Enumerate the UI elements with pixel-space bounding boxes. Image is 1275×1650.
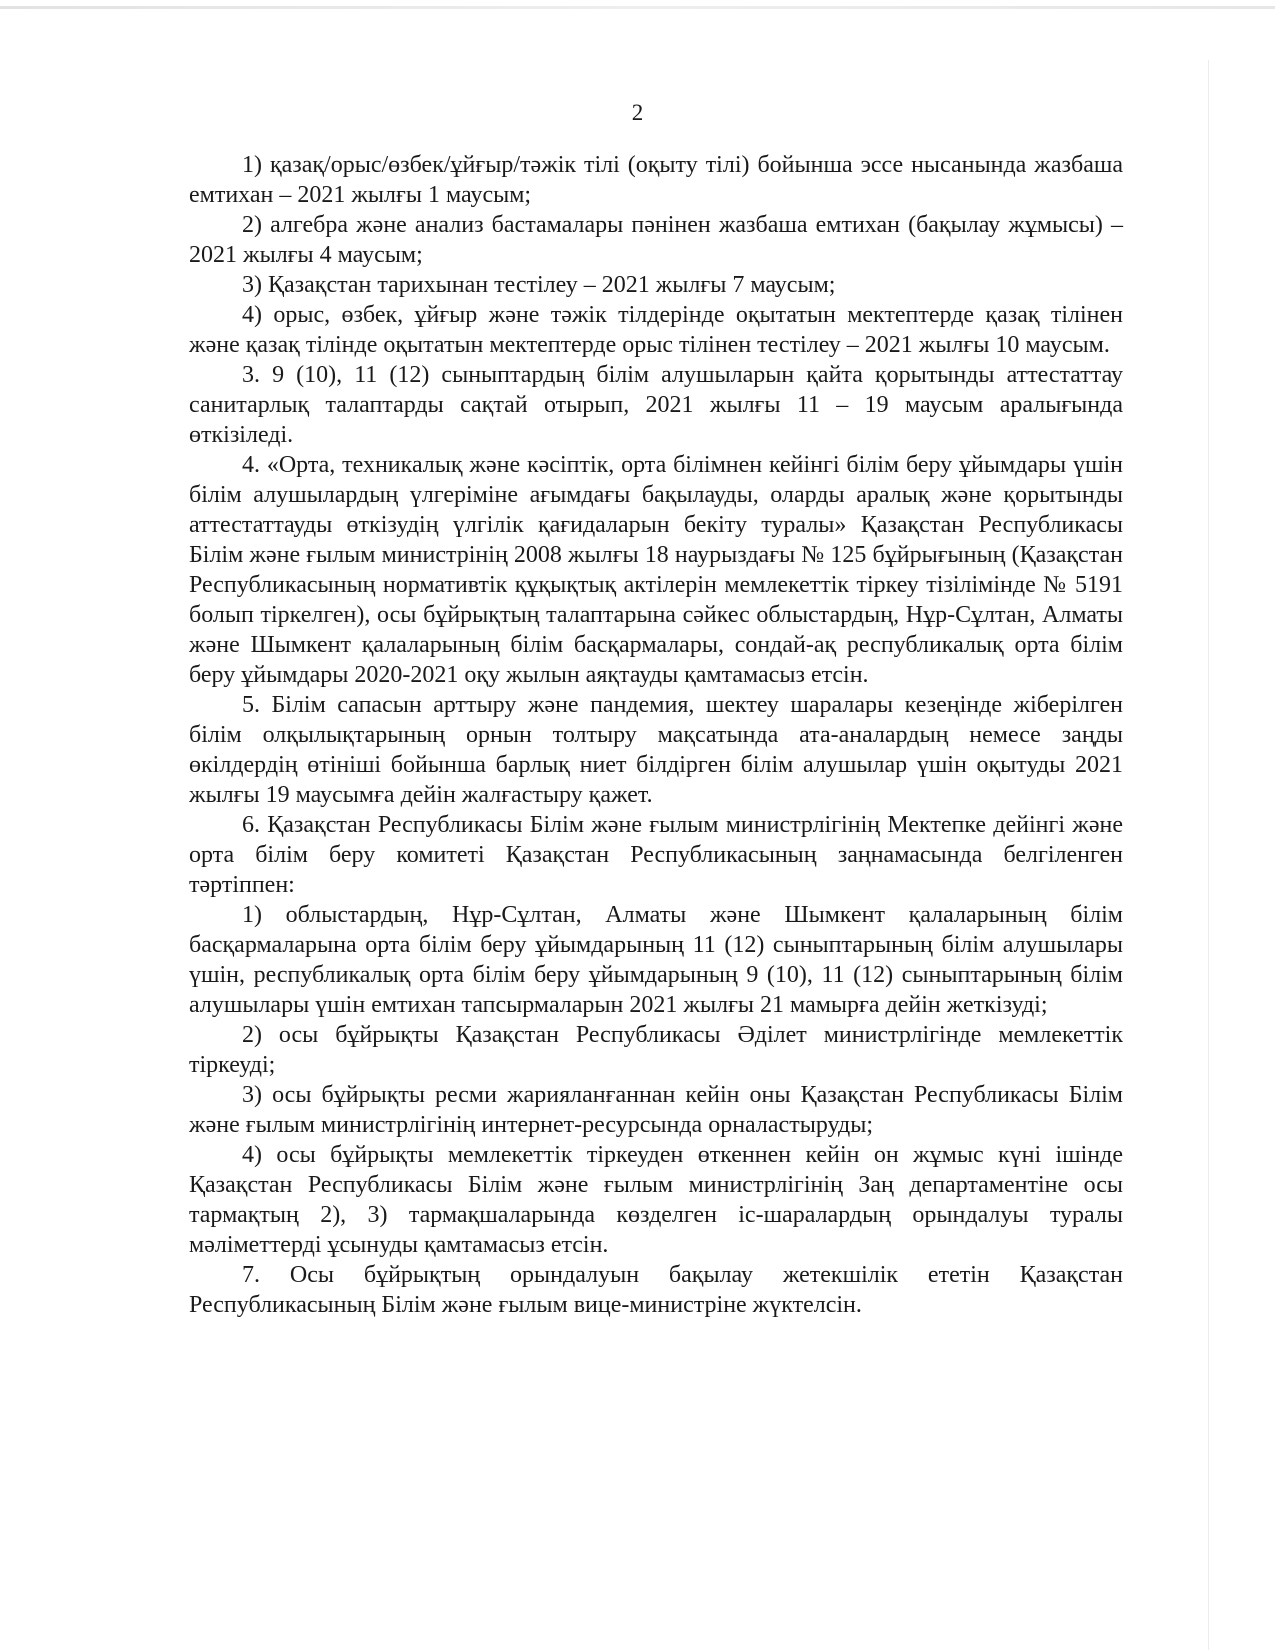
paragraph-6-3-publication: 3) осы бұйрықты ресми жарияланғаннан кейін оны Қазақстан Республикасы Білім және ғылым министрлігінің интернет-ресурсында орналастыруды;: [189, 1082, 1123, 1138]
paragraph-3-reattestation: 3. 9 (10), 11 (12) сыныптардың білім алушыларын қайта қорытынды аттестаттау санитарлық талаптарды сақтай отырып, 2021 жылғы 11 – 19 маусым аралығында өткізіледі.: [189, 362, 1123, 448]
paragraph-1-2-exam-algebra: 2) алгебра және анализ бастамалары пәнінен жазбаша емтихан (бақылау жұмысы) – 2021 жылғы 4 маусым;: [189, 212, 1123, 268]
scan-edge-top: [0, 6, 1275, 9]
paragraph-6-4-report: 4) осы бұйрықты мемлекеттік тіркеуден өткеннен кейін он жұмыс күні ішінде Қазақстан Республикасы Білім және ғылым министрлігінің Заң департаментіне осы тармақтың 2), 3) тармақшаларында көзделген іс-шаралардың орындалуы туралы мәліметтерді ұсынуды қамтамасыз етсін.: [189, 1142, 1123, 1258]
paragraph-1-1-exam-essay: 1) қазақ/орыс/өзбек/ұйғыр/тәжік тілі (оқыту тілі) бойынша эссе нысанында жазбаша емтихан – 2021 жылғы 1 маусым;: [189, 152, 1123, 208]
paragraph-1-3-exam-history: 3) Қазақстан тарихынан тестілеу – 2021 жылғы 7 маусым;: [242, 272, 836, 298]
paragraph-6-2-registration: 2) осы бұйрықты Қазақстан Республикасы Әділет министрлігінде мемлекеттік тіркеуді;: [189, 1022, 1123, 1078]
page-number: 2: [631, 100, 644, 125]
paragraph-4-rules: 4. «Орта, техникалық және кәсіптік, орта білімнен кейінгі білім беру ұйымдары үшін білім алушылардың үлгеріміне ағымдағы бақылауды, оларды аралық және қорытынды аттестаттауды өткізудің үлгілік қағидаларын бекіту туралы» Қазақстан Республикасы Білім және ғылым министрінің 2008 жылғы 18 наурыздағы № 125 бұйрығының (Қазақстан Республикасының нормативтік құқықтық актілерін мемлекеттік тіркеу тізілімінде № 5191 болып тіркелген), осы бұйрықтың талаптарына сәйкес облыстардың, Нұр-Сұлтан, Алматы және Шымкент қалаларының білім басқармалары, сондай-ақ республикалық орта білім беру ұйымдары 2020-2021 оқу жылын аяқтауды қамтамасыз етсін.: [189, 452, 1123, 688]
scan-edge-right: [1208, 60, 1209, 1650]
document-body: [189, 150, 1123, 1320]
paragraph-5-continue-teaching: 5. Білім сапасын арттыру және пандемия, шектеу шаралары кезеңінде жіберілген білім олқылықтарының орнын толтыру мақсатында ата-аналардың немесе заңды өкілдердің өтініші бойынша барлық ниет білдірген білім алушылар үшін оқытуды 2021 жылғы 19 маусымға дейін жалғастыру қажет.: [189, 692, 1123, 808]
paragraph-7-control: 7. Осы бұйрықтың орындалуын бақылау жетекшілік ететін Қазақстан Республикасының Білім және ғылым вице-министріне жүктелсін.: [189, 1262, 1123, 1318]
paragraph-1-4-exam-language: 4) орыс, өзбек, ұйғыр және тәжік тілдерінде оқытатын мектептерде қазақ тілінен және қазақ тілінде оқытатын мектептерде орыс тілінен тестілеу – 2021 жылғы 10 маусым.: [189, 302, 1123, 358]
paragraph-6-1-deliver-tasks: 1) облыстардың, Нұр-Сұлтан, Алматы және Шымкент қалаларының білім басқармаларына орта білім беру ұйымдарының 11 (12) сыныптарының білім алушылары үшін, республикалық орта білім беру ұйымдарының 9 (10), 11 (12) сыныптарының білім алушылары үшін емтихан тапсырмаларын 2021 жылғы 21 мамырға дейін жеткізуді;: [189, 902, 1123, 1018]
paragraph-6-committee: 6. Қазақстан Республикасы Білім және ғылым министрлігінің Мектепке дейінгі және орта білім беру комитеті Қазақстан Республикасының заңнамасында белгіленген тәртіппен:: [189, 812, 1123, 898]
